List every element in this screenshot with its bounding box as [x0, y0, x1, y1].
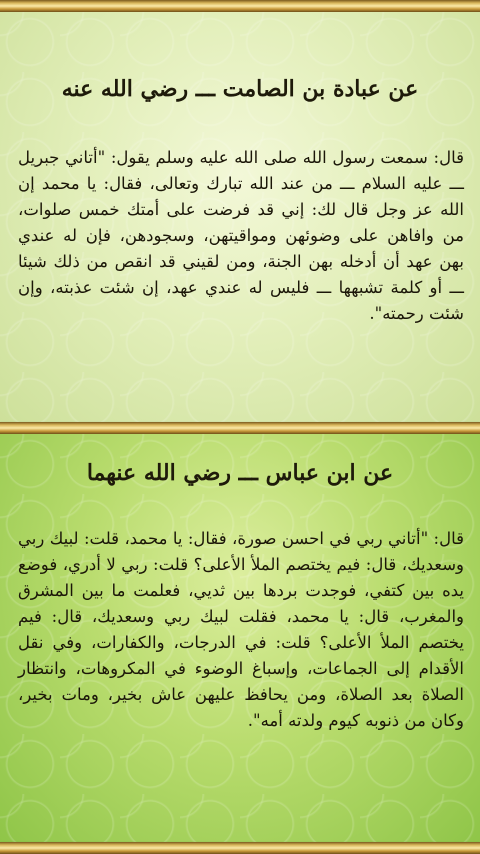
bottom-gold-border	[0, 842, 480, 854]
hadith-2-text: قال: "أتاني ربي في احسن صورة، فقال: يا محمد، قلت: لبيك ربي وسعديك، قال: فيم يختصم الملأ الأعلى؟ قلت: ربي لا أدري، فوضع يده بين كتفي، فوجدت بردها بين ثديي، فعلمت ما بين المشرق والمغرب، قال: يا محمد، فقلت لبيك ربي وسعديك، قال: فيم يختصم الملأ الأعلى؟ قلت: في الدرجات، والكفارات، وفي نقل الأقدام إلى الجماعات، وإسباغ الوضوء في المكروهات، وانتظار الصلاة بعد الصلاة، ومن يحافظ عليهن عاش بخير، ومات بخير، وكان من ذنوبه كيوم ولدته أمه".	[18, 529, 464, 730]
top-gold-border	[0, 0, 480, 12]
hadith-card-1	[0, 12, 480, 422]
hadith-1-title: عن عبادة بن الصامت ـــ رضي الله عنه	[61, 76, 419, 102]
middle-gold-border	[0, 422, 480, 434]
hadith-1-text: قال: سمعت رسول الله صلى الله عليه وسلم يقول: "أتاني جبريل ـــ عليه السلام ـــ من عند الله تبارك وتعالى، فقال: يا محمد إن الله عز وجل قال لك: إني قد فرضت على أمتك خمس صلوات، من وافاهن على وضوئهن ومواقيتهن، وسجودهن، فإن له عندي بهن عهد أن أدخله بهن الجنة، ومن لقيني قد انقص من ذلك شيئا ـــ أو كلمة تشبهها ـــ فليس له عندي عهد، إن شئت عذبته، وإن شئت رحمته".	[18, 148, 464, 323]
hadith-2-title: عن ابن عباس ـــ رضي الله عنهما	[86, 460, 394, 486]
hadith-card-2	[0, 434, 480, 842]
